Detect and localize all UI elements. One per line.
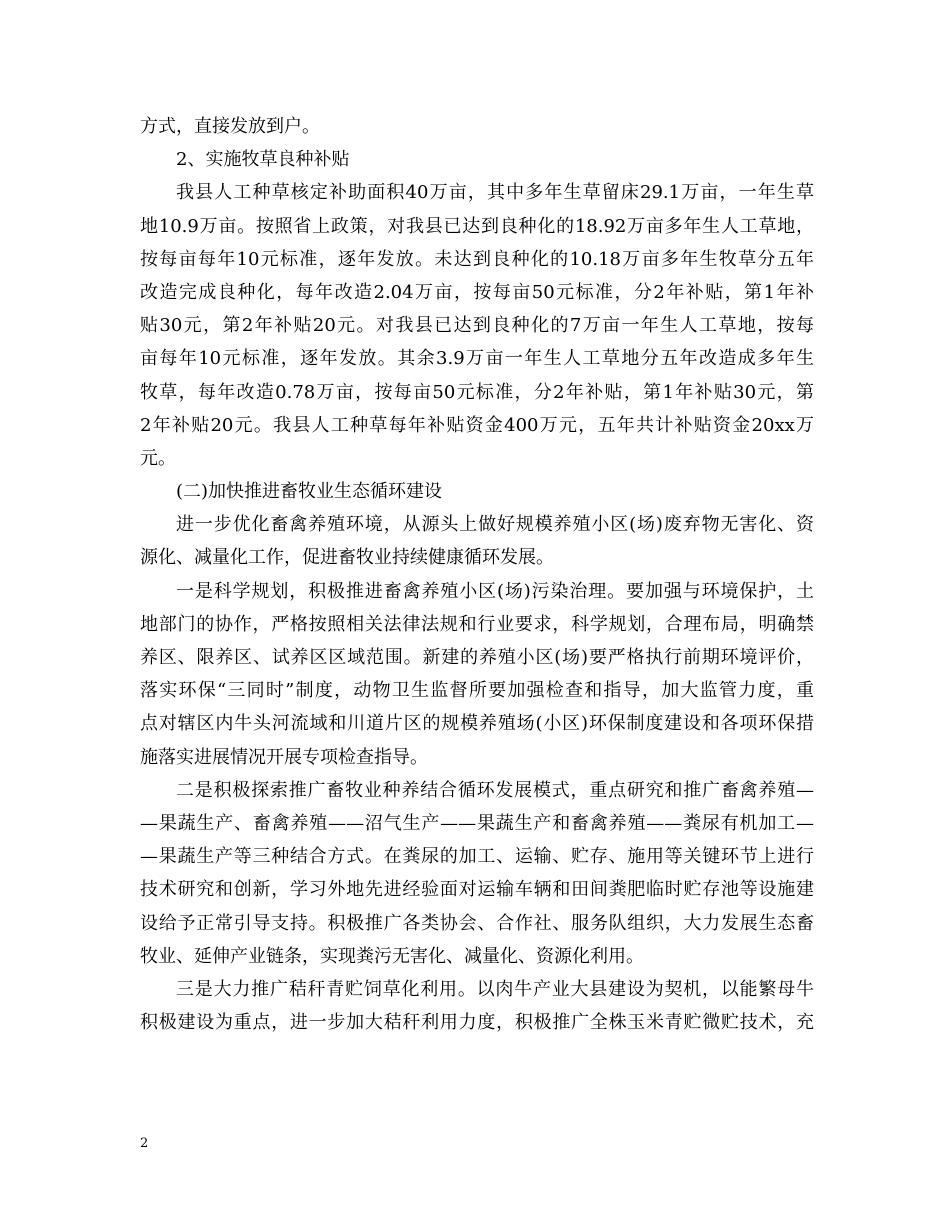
text-line: 落实环保“三同时”制度，动物卫生监督所要加强检查和指导，加大监管力度，重 [140, 680, 814, 702]
text-line: 按每亩每年10元标准，逐年发放。未达到良种化的10.18万亩多年生牧草分五年 [140, 248, 814, 270]
text-line: 三是大力推广秸秆青贮饲草化利用。以肉牛产业大县建设为契机，以能繁母牛 [176, 978, 814, 1000]
document-body [140, 110, 814, 1039]
text-line: 养区、限养区、试养区区域范围。新建的养殖小区(场)要严格执行前期环境评价， [140, 647, 814, 668]
text-line: 进一步优化畜禽养殖环境，从源头上做好规模养殖小区(场)废弃物无害化、资 [176, 514, 814, 536]
text-line: 积极建设为重点，进一步加大秸秆利用力度，积极推广全株玉米青贮微贮技术，充 [140, 1012, 814, 1034]
text-line: 源化、减量化工作，促进畜牧业持续健康循环发展。 [140, 547, 554, 569]
text-line: 我县人工种草核定补助面积40万亩，其中多年生草留床29.1万亩，一年生草 [176, 182, 814, 204]
text-line: 地部门的协作，严格按照相关法律法规和行业要求，科学规划，合理布局，明确禁 [140, 613, 814, 635]
text-line: 贴30元，第2年补贴20元。对我县已达到良种化的7万亩一年生人工草地，按每 [140, 315, 814, 337]
text-line: 牧草，每年改造0.78万亩，按每亩50元标准，分2年补贴，第1年补贴30元，第 [140, 381, 814, 403]
text-line: —果蔬生产、畜禽养殖——沼气生产——果蔬生产和畜禽养殖——粪尿有机加工— [140, 812, 814, 834]
text-line: 点对辖区内牛头河流域和川道片区的规模养殖场(小区)环保制度建设和各项环保措 [140, 713, 814, 735]
text-line: 2年补贴20元。我县人工种草每年补贴资金400万元，五年共计补贴资金20xx万 [140, 414, 814, 436]
text-line: 技术研究和创新，学习外地先进经验面对运输车辆和田间粪肥临时贮存池等设施建 [140, 879, 814, 901]
text-line: —果蔬生产等三种结合方式。在粪尿的加工、运输、贮存、施用等关键环节上进行 [140, 846, 814, 868]
text-line: 元。 [140, 447, 176, 469]
page-number: 2 [140, 1136, 149, 1151]
text-line: (二)加快推进畜牧业生态循环建设 [176, 481, 443, 503]
text-line: 一是科学规划，积极推进畜禽养殖小区(场)污染治理。要加强与环境保护，土 [176, 580, 814, 602]
text-line: 2、实施牧草良种补贴 [176, 149, 350, 171]
text-line: 施落实进展情况开展专项检查指导。 [140, 746, 428, 768]
text-line: 地10.9万亩。按照省上政策，对我县已达到良种化的18.92万亩多年生人工草地， [140, 215, 814, 237]
text-line: 二是积极探索推广畜牧业种养结合循环发展模式，重点研究和推广畜禽养殖— [176, 779, 814, 801]
text-line: 改造完成良种化，每年改造2.04万亩，按每亩50元标准，分2年补贴，第1年补 [140, 281, 814, 303]
text-line: 牧业、延伸产业链条，实现粪污无害化、减量化、资源化利用。 [140, 945, 644, 967]
text-line: 方式，直接发放到户。 [140, 116, 320, 137]
text-line: 亩每年10元标准，逐年发放。其余3.9万亩一年生人工草地分五年改造成多年生 [140, 348, 814, 370]
text-line: 设给予正常引导支持。积极推广各类协会、合作社、服务队组织，大力发展生态畜 [140, 912, 814, 934]
